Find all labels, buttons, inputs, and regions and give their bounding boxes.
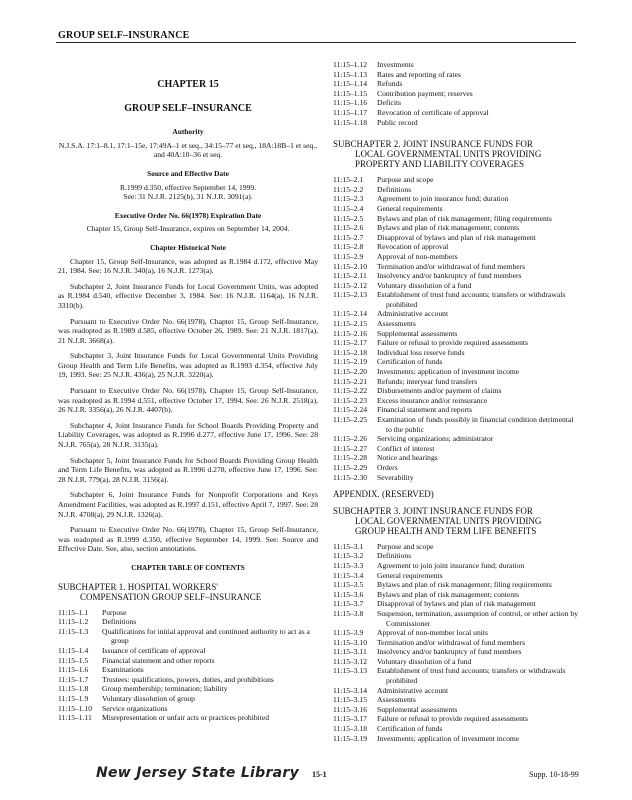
section-title: Termination and/or withdrawal of fund members [377,261,526,271]
toc-entry [333,290,579,309]
toc-entry [333,271,579,281]
section-number: 11:15–2.9 [333,251,364,261]
section-title: Establishment of trust fund accounts; transfers or withdrawals prohibited [377,666,566,686]
toc-entry [333,647,579,657]
section-number: 11:15–3.11 [333,647,367,657]
section-title: Public record [377,117,418,127]
toc-entry [58,656,318,666]
subchapter-3-line-2: LOCAL GOVERNMENTAL UNITS PROVIDING [355,515,542,526]
section-title: Investments; application of investment income [377,367,520,377]
section-number: 11:15–2.19 [333,357,368,367]
section-number: 11:15–3.15 [333,695,368,705]
section-number: 11:15–2.25 [333,415,368,424]
section-title: Definitions [102,617,137,627]
toc-entry [333,705,579,715]
section-number: 11:15–3.14 [333,685,368,695]
section-title: Purpose [102,607,127,617]
toc-entry [333,657,579,667]
section-title: Bylaws and plan of risk management; contents [377,223,520,233]
toc-entry [58,665,318,675]
toc-entry [333,233,579,243]
section-number: 11:15–2.6 [333,223,364,233]
section-number: 11:15–2.26 [333,434,368,444]
toc-entry [333,348,579,358]
section-number: 11:15–1.10 [58,703,93,713]
section-title: Definitions [377,184,412,194]
toc-entry [333,463,579,473]
section-title: Purpose and scope [377,175,434,185]
section-number: 11:15–2.15 [333,319,368,329]
section-number: 11:15–2.18 [333,347,368,357]
section-title: Investments [377,60,414,69]
section-title: Refunds [377,79,403,89]
section-number: 11:15–3.9 [333,628,364,638]
subchapter-3-list [333,542,579,743]
toc-entry [333,599,579,609]
section-title: Rates and reporting of rates [377,69,461,79]
section-number: 11:15–1.6 [58,665,89,675]
toc-entry [333,444,579,454]
toc-entry [333,453,579,463]
subchapter-2-line-1: SUBCHAPTER 2. JOINT INSURANCE FUNDS FOR [333,139,533,150]
section-title: Failure or refusal to provide required assessments [377,714,528,724]
authority-heading: Authority [172,127,204,137]
toc-entry [333,580,579,590]
toc-entry [333,194,579,204]
section-title: Group membership; termination; liability [102,684,228,694]
left-column [58,60,318,723]
section-title: Refunds; interyear fund transfers [377,376,478,386]
section-number: 11:15–2.13 [333,290,368,300]
toc-entry [333,252,579,262]
section-number: 11:15–2.23 [333,395,368,405]
toc-entry [58,684,318,694]
section-number: 11:15–2.28 [333,453,368,463]
toc-entry [333,542,579,552]
section-title: Agreement to join joint insurance fund; duration [377,560,525,570]
section-title: Assessments [377,319,416,329]
section-title: Financial statement and other reports [102,655,215,665]
section-title: Bylaws and plan of risk management; filing requirements [377,580,552,590]
subchapter-1-list [58,608,318,723]
toc-entry [333,367,579,377]
toc-entry [333,434,579,444]
section-title: Contribution payment; reserves [377,88,473,98]
toc-entry [333,214,579,224]
section-number: 11:15–3.1 [333,541,364,551]
toc-entry [333,473,579,483]
history-heading: Chapter Historical Note [150,242,226,252]
section-number: 11:15–3.4 [333,570,364,580]
subchapter-1-line-1: SUBCHAPTER 1. HOSPITAL WORKERS' [58,581,218,592]
section-number: 11:15–2.14 [333,309,368,319]
section-title: Orders [377,462,398,472]
toc-entry [333,108,579,118]
toc-entry [333,590,579,600]
section-number: 11:15–3.8 [333,608,364,618]
history-paragraph: Subchapter 3, Joint Insurance Funds for Local Governmental Units Providing Group Health and Term Life Benefits, was adopted as R.1993 d.354, effective July 19, 1993. See: 25 N.J.R. 436(a), 25 N.J.R. 3220(a). [58,351,318,380]
section-title: Investments; application of investment income [377,733,520,743]
toc-entry [333,551,579,561]
toc-entry [333,175,579,185]
toc-entry [333,405,579,415]
history-paragraph: Chapter 15, Group Self-Insurance, was adopted as R.1984 d.172, effective May 21, 1984. See: 16 N.J.R. 340(a), 16 N.J.R. 1273(a). [58,256,318,276]
section-title: Financial statement and reports [377,405,473,415]
section-title: Examination of funds possibly in financial condition detrimental to the public [377,415,574,434]
section-number: 11:15–3.6 [333,589,364,599]
section-title: Qualifications for initial approval and continued authority to act as a group [102,626,310,646]
section-number: 11:15–2.20 [333,367,368,377]
history-paragraph: Subchapter 4, Joint Insurance Funds for School Boards Providing Property and Liability Coverages, was adopted as R.1996 d.277, effective June 17, 1996. See: 28 N.J.R. 765(a), 28 N.J.R. 3135(a). [58,420,318,450]
toc-entry [333,118,579,128]
section-title: Deficits [377,98,402,108]
chapter-title: GROUP SELF–INSURANCE [124,102,252,114]
header-rule [56,42,576,43]
toc-entry [58,617,318,627]
section-number: 11:15–3.18 [333,724,368,734]
toc-entry [333,724,579,734]
section-title: Insolvency and/or bankruptcy of fund members [377,647,522,657]
toc-entry [333,223,579,233]
eo-text: Chapter 15, Group Self-Insurance, expires on September 14, 2004. [86,224,290,234]
section-number: 11:15–2.10 [333,261,368,271]
section-number: 11:15–3.5 [333,580,364,590]
section-title: Voluntary dissolution of a fund [377,656,472,666]
section-title: Bylaws and plan of risk management; contents [377,589,520,599]
section-title: Failure or refusal to provide required assessments [377,338,528,348]
section-title: Severability [377,472,414,482]
section-title: Misrepresentation or unfair acts or practices prohibited [102,713,270,723]
section-number: 11:15–2.2 [333,184,364,194]
source-heading: Source and Effective Date [147,168,229,178]
history-paragraph: Subchapter 6, Joint Insurance Funds for Nonprofit Corporations and Keys Amendment Facilities, was adopted as R.1997 d.151, effective April 7, 1997. See: 28 N.J.R. 4708(a), 29 N.J.R. 1326(a). [58,490,318,519]
toc-entry [58,675,318,685]
source-text: R.1999 d.350, effective September 14, 1999. See: 31 N.J.R. 2125(b), 31 N.J.R. 3091(a). [119,182,257,202]
section-number: 11:15–3.10 [333,637,368,647]
section-title: Voluntary dissolution of a fund [377,280,472,290]
section-number: 11:15–1.1 [58,607,89,617]
section-title: Purpose and scope [377,541,434,551]
authority-text: N.J.S.A. 17:1–8.1, 17:1–15e, 17:49A–1 et seq., 34:15–77 et seq., 18A:18B–1 et seq., and 40A:10–36 et seq. [58,140,318,160]
chapter-number: CHAPTER 15 [157,79,219,90]
section-title: Conflict of interest [377,443,435,453]
section-number: 11:15–1.8 [58,684,89,694]
toc-entry [58,646,318,656]
section-title: Voluntary dissolution of group [102,693,195,703]
section-number: 11:15–2.16 [333,328,368,338]
toc-entry [333,281,579,291]
section-title: Disapproval of bylaws and plan of risk management [377,599,536,609]
subchapter-1-line-2: COMPENSATION GROUP SELF–INSURANCE [80,591,262,602]
section-number: 11:15–2.4 [333,203,364,213]
toc-entry [333,695,579,705]
section-title: Agreement to join insurance fund; duration [377,194,509,204]
section-number: 11:15–3.13 [333,666,368,676]
toc-entry [333,79,579,89]
running-head: GROUP SELF–INSURANCE [58,30,190,41]
history-notes [58,257,318,554]
section-number: 11:15–3.16 [333,704,368,714]
section-title: Assessments [377,695,416,705]
section-title: Supplemental assessments [377,328,458,338]
section-title: Revocation of approval [377,242,449,252]
section-number: 11:15–2.27 [333,443,368,453]
section-title: General requirements [377,570,443,580]
toc-entry [58,704,318,714]
section-title: Issuance of certificate of approval [102,645,206,655]
toc-entry [333,561,579,571]
right-column [333,60,579,743]
section-number: 11:15–1.16 [333,98,368,108]
section-title: Service organizations [102,703,168,713]
section-number: 11:15–3.17 [333,714,368,724]
section-title: General requirements [377,203,443,213]
section-title: Notice and hearings [377,453,438,463]
section-number: 11:15–2.5 [333,213,364,223]
toc-entry [333,242,579,252]
toc-entry [333,734,579,744]
section-title: Administrative account [377,309,449,319]
history-paragraph: Subchapter 2, Joint Insurance Funds for Local Government Units, was adopted as R.1984 d.540, effective December 3, 1984. See: 16 N.J.R. 1164(a), 16 N.J.R. 3310(b). [58,281,318,310]
subchapter-3-line-3: GROUP HEALTH AND TERM LIFE BENEFITS [355,525,537,536]
section-number: 11:15–1.5 [58,655,89,665]
section-number: 11:15–1.12 [333,60,368,69]
section-number: 11:15–2.21 [333,376,368,386]
subchapter-3-heading [333,506,579,536]
supplement-date: Supp. 10-18-99 [529,770,579,779]
section-number: 11:15–2.22 [333,386,368,396]
toc-entry [333,329,579,339]
history-paragraph: Subchapter 5, Joint Insurance Funds for School Boards Providing Group Health and Term Life Benefits, was adopted as R.1996 d.278, effective June 17, 1996. See: 28 N.J.R. 779(a), 28 N.J.R. 3156(a). [58,455,318,484]
toc-entry [58,608,318,618]
section-title: Bylaws and plan of risk management; filing requirements [377,213,552,223]
section-title: Disbursements and/or payment of claims [377,386,502,396]
section-number: 11:15–3.12 [333,656,368,666]
section-number: 11:15–1.15 [333,88,368,98]
toc-heading: CHAPTER TABLE OF CONTENTS [131,563,245,572]
section-title: Certification of funds [377,357,443,367]
toc-entry [333,262,579,272]
toc-entry [333,386,579,396]
section-number: 11:15–2.3 [333,194,364,204]
library-watermark: New Jersey State Library [96,765,300,781]
section-number: 11:15–3.7 [333,599,364,609]
section-number: 11:15–2.7 [333,232,364,242]
toc-entry [333,609,579,628]
section-title: Individual loss reserve funds [377,347,465,357]
toc-entry [333,396,579,406]
section-number: 11:15–2.11 [333,271,367,281]
section-title: Termination and/or withdrawal of fund members [377,637,526,647]
section-number: 11:15–2.1 [333,175,364,185]
section-number: 11:15–1.2 [58,617,89,627]
section-number: 11:15–2.17 [333,338,368,348]
toc-entry [333,204,579,214]
section-title: Approval of non-members [377,251,458,261]
section-number: 11:15–1.17 [333,107,368,117]
subchapter-1-list-continued [333,60,579,127]
section-title: Revocation of certificate of approval [377,107,489,117]
toc-entry [333,60,579,70]
section-number: 11:15–1.11 [58,713,92,723]
section-number: 11:15–2.30 [333,472,368,482]
toc-entry [333,686,579,696]
toc-entry [333,309,579,319]
toc-entry [58,694,318,704]
section-title: Disapproval of bylaws and plan of risk management [377,232,536,242]
toc-entry [333,415,579,434]
toc-entry [333,319,579,329]
section-title: Administrative account [377,685,449,695]
subchapter-2-heading [333,139,579,169]
section-title: Supplemental assessments [377,704,458,714]
section-title: Excess insurance and/or reinsurance [377,395,488,405]
section-title: Servicing organizations; administrator [377,434,494,444]
toc-entry [333,89,579,99]
section-number: 11:15–1.13 [333,69,368,79]
section-title: Suspension, termination, assumption of control, or other action by Commissioner [377,608,578,628]
section-title: Establishment of trust fund accounts; transfers or withdrawals prohibited [377,290,566,309]
section-number: 11:15–3.3 [333,560,364,570]
toc-entry [58,713,318,723]
toc-entry [333,571,579,581]
toc-entry [58,627,318,646]
section-number: 11:15–2.12 [333,280,368,290]
toc-entry [333,98,579,108]
section-title: Examinations [102,665,144,675]
section-title: Approval of non-member local units [377,628,488,638]
section-title: Certification of funds [377,724,443,734]
section-number: 11:15–2.24 [333,405,368,415]
appendix-heading: APPENDIX. (RESERVED) [333,489,434,500]
toc-entry [333,377,579,387]
section-number: 11:15–3.19 [333,733,368,743]
subchapter-1-heading [58,582,318,602]
subchapter-3-line-1: SUBCHAPTER 3. JOINT INSURANCE FUNDS FOR [333,505,533,516]
section-number: 11:15–1.18 [333,117,368,127]
subchapter-2-line-3: PROPERTY AND LIABILITY COVERAGES [355,159,525,170]
toc-entry [333,666,579,685]
section-number: 11:15–1.4 [58,645,89,655]
section-title: Definitions [377,551,412,561]
page-number: 15-1 [312,770,327,779]
section-title: Insolvency and/or bankruptcy of fund members [377,271,522,281]
toc-entry [333,70,579,80]
section-title: Trustees: qualifications, powers, duties, and prohibitions [102,674,274,684]
section-number: 11:15–2.8 [333,242,364,252]
toc-entry [333,338,579,348]
history-paragraph: Pursuant to Executive Order No. 66(1978), Chapter 15, Group Self-Insurance, was readopted as R.1994 d.551, effective October 17, 1994. See: 26 N.J.R. 2518(a), 26 N.J.R. 3356(a), 26 N.J.R. 4407(b). [58,386,318,415]
toc-entry [333,638,579,648]
section-number: 11:15–1.14 [333,79,368,89]
subchapter-2-list [333,175,579,482]
eo-heading: Executive Order No. 66(1978) Expiration Date [114,210,262,220]
section-number: 11:15–1.3 [58,626,89,636]
section-number: 11:15–1.9 [58,693,89,703]
toc-entry [333,357,579,367]
section-number: 11:15–1.7 [58,674,89,684]
section-number: 11:15–2.29 [333,462,368,472]
section-number: 11:15–3.2 [333,551,364,561]
subchapter-2-line-2: LOCAL GOVERNMENTAL UNITS PROVIDING [355,149,542,160]
toc-entry [333,628,579,638]
toc-entry [333,714,579,724]
toc-entry [333,185,579,195]
history-paragraph: Pursuant to Executive Order No. 66(1978), Chapter 15, Group Self-Insurance, was readopted as R.1989 d.585, effective October 26, 1989. See: 21 N.J.R. 1817(a), 21 N.J.R. 3668(a). [58,316,318,345]
history-paragraph: Pursuant to Executive Order No. 66(1978), Chapter 15, Group Self-Insurance, was readopted as R.1999 d.350, effective September 14, 1999. See: Source and Effective Date. See, also, section annotations. [58,525,318,554]
